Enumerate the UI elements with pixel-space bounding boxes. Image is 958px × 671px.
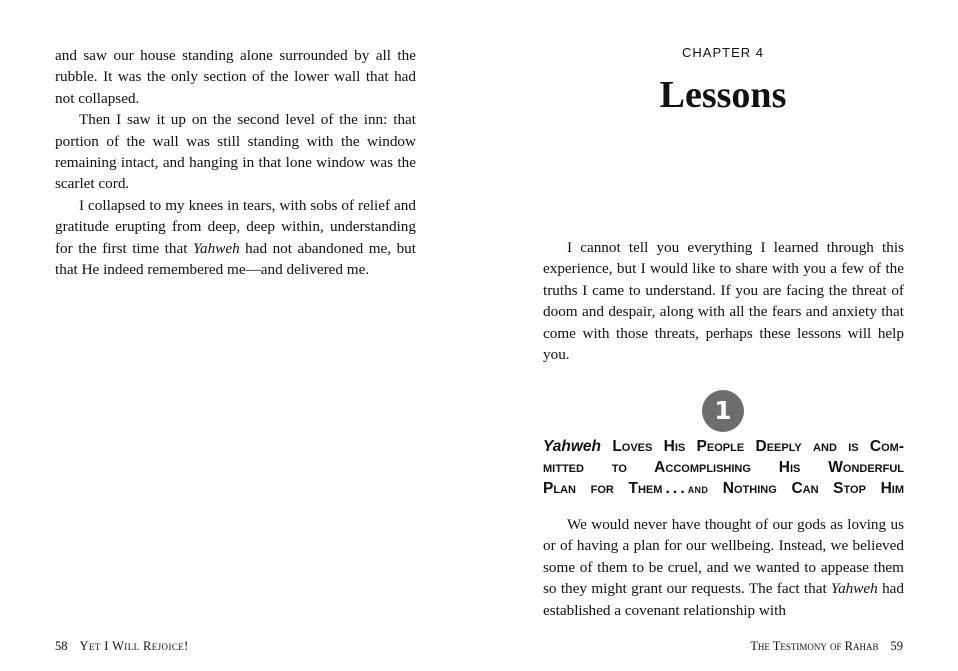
lesson-heading [543,436,904,500]
lesson-paragraph-yahweh: Yahweh [831,580,878,598]
chapter-title: Lessons [659,74,787,116]
page-number-left: 58 [55,639,68,653]
lesson-number-badge: 1 [702,390,744,432]
chapter-label: CHAPTER 4 [682,45,764,60]
lesson-heading-line-1 [543,436,904,457]
left-paragraph-3-start: I collapsed to my knees in tears, with sobs of relief and gratitude erupting from deep, deep within, understanding for the first time that [55,196,416,257]
intro-paragraph: I cannot tell you everything I learned through this experience, but I would like to share with you a few of the truths I came to understand. If you are facing the threat of doom and despair, along with all the fears and anxiety that come with those threats, perhaps these lessons will help you. [543,239,904,364]
lesson-heading-line-1-rest: Loves His People Deeply and is Com- [601,438,904,455]
lesson-heading-and: and [687,482,709,496]
running-head-right: The Testimony of Rahab [750,639,879,653]
lesson-heading-nothing: Nothing [722,480,777,497]
lesson-heading-ellipsis: . . . [662,480,688,497]
lesson-paragraph-start: We would never have thought of our gods as loving us or of having a plan for our wellbeing. Instead, we believed some of them to be cruel, and we wanted to appease them so they might grant our requests. The fact that [543,516,904,598]
right-footer [750,639,903,654]
lesson-heading-line-2: mitted to Accomplishing His Wonderful [543,459,904,476]
left-paragraph-2: Then I saw it up on the second level of the inn: that portion of the wall was still standing with the window remaining intact, and hanging in that lone window was the scarlet cord. [55,111,416,193]
lesson-paragraph-end: had established a covenant relationship with [543,580,904,619]
lesson-heading-line-3-end: Can Stop Him [791,480,904,497]
lesson-paragraph [543,514,904,621]
page-number-right: 59 [890,639,903,653]
left-paragraph-3 [55,195,416,281]
left-paragraph-3-end: had not abandoned me, but that He indeed remembered me—and delivered me. [55,239,416,279]
left-footer [55,639,189,654]
lesson-heading-line-3-start: Plan for Them [543,480,663,497]
left-page-body [55,45,416,280]
left-paragraph-1: and saw our house standing alone surrounded by all the rubble. It was the only section of the lower wall that had not collapsed. [55,47,416,107]
lesson-heading-line-3 [543,478,904,500]
running-head-left: Yet I Will Rejoice! [79,639,189,653]
lesson-heading-yahweh: Yahweh [543,438,601,455]
yahweh-italic: Yahweh [192,239,240,257]
